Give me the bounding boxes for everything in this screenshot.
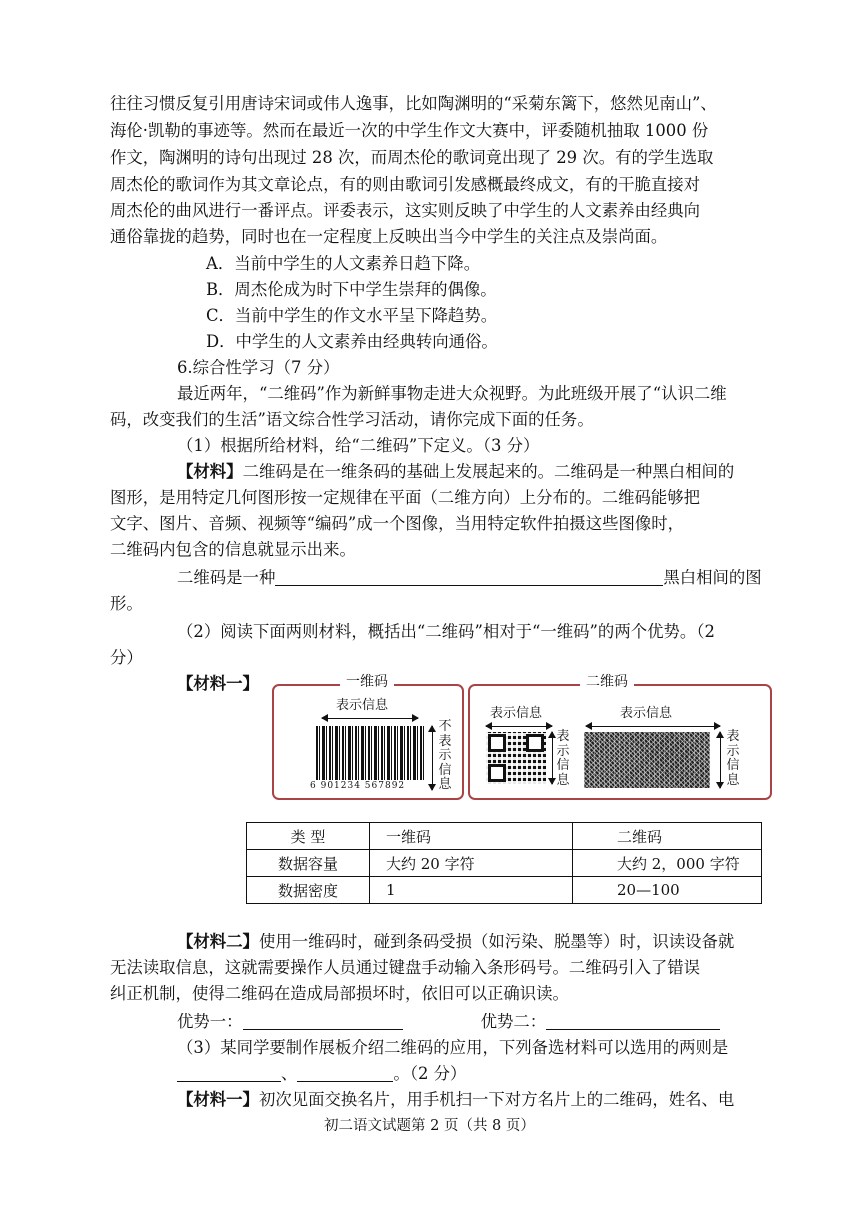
advantage-1-label: 优势一： <box>177 1012 243 1031</box>
material-label: 【材料】 <box>177 462 243 481</box>
paragraph-line-3: 作文，陶渊明的诗句出现过 28 次，而周杰伦的歌词竟出现了 29 次。有的学生选取 <box>110 148 714 167</box>
one-d-horiz-arrow <box>322 718 418 719</box>
qr-code-image <box>486 732 546 784</box>
barcode-comparison-figure <box>272 674 772 802</box>
fill-tail: 形。 <box>110 594 143 613</box>
last-material-line <box>177 1088 734 1112</box>
option-c: C．当前中学生的作文水平呈下降趋势。 <box>206 306 498 325</box>
q6-title: 6.综合性学习（7 分） <box>177 358 340 377</box>
q6-task2-line-2: 分） <box>110 648 143 667</box>
table-cell: 数据容量 <box>247 850 370 877</box>
definition-fill-line <box>177 566 762 590</box>
last-material-label: 【材料一】 <box>177 1090 259 1109</box>
paragraph-line-2: 海伦·凯勒的事迹等。然而在最近一次的中学生作文大赛中，评委随机抽取 1000 份 <box>110 121 709 140</box>
advantage-2-label: 优势二： <box>480 1012 547 1031</box>
table-cell: 20—100 <box>573 877 762 904</box>
paragraph-line-6: 通俗靠拢的趋势，同时也在一定程度上反映出当今中学生的关注点及崇尚面。 <box>110 227 668 246</box>
paragraph-line-5: 周杰伦的曲风进行一番评点。评委表示，这实则反映了中学生的人文素养由经典向 <box>110 201 701 220</box>
table-row <box>247 823 762 850</box>
barcode-digits: 6 901234 567892 <box>310 781 406 791</box>
table-cell: 数据密度 <box>247 877 370 904</box>
advantage-line <box>177 1010 720 1034</box>
q6-task2-line-1: （2）阅读下面两则材料，概括出“二维码”相对于“一维码”的两个优势。（2 <box>177 622 715 641</box>
two-d-title: 二维码 <box>580 672 634 692</box>
definition-blank[interactable] <box>275 567 663 586</box>
q6-material-line-3: 文字、图片、音频、视频等“编码”成一个图像，当用特定软件拍摄这些图像时， <box>110 514 685 533</box>
table-cell: 一维码 <box>370 823 573 850</box>
material2-line-3: 纠正机制，使得二维码在造成局部损坏时，依旧可以正确识读。 <box>110 984 569 1003</box>
table-cell: 大约 20 字符 <box>370 850 573 877</box>
fill-suffix: 黑白相间的图 <box>663 568 762 587</box>
option-d: D．中学生的人文素养由经典转向通俗。 <box>206 332 498 351</box>
advantage-1-blank[interactable] <box>243 1011 403 1030</box>
two-d-vert-arrow-1 <box>552 732 553 784</box>
table-row <box>247 850 762 877</box>
paragraph-line-1: 往往习惯反复引用唐诗宋词或伟人逸事，比如陶渊明的“采菊东篱下，悠然见南山”、 <box>110 94 717 113</box>
task3-separator: 、 <box>281 1064 298 1083</box>
option-b: B．周杰伦成为时下中学生崇拜的偶像。 <box>206 280 497 299</box>
q6-material-line-1 <box>177 460 734 484</box>
dense-2d-code-image <box>584 732 710 788</box>
q6-task1: （1）根据所给材料，给“二维码”下定义。（3 分） <box>177 436 540 455</box>
two-d-vert-arrow-2 <box>720 732 721 788</box>
two-d-horiz-label-2: 表示信息 <box>620 706 673 721</box>
table-cell: 类 型 <box>247 823 370 850</box>
one-d-title: 一维码 <box>340 672 394 692</box>
q6-material-line-4: 二维码内包含的信息就显示出来。 <box>110 540 356 559</box>
q6-intro-2: 码，改变我们的生活”语文综合性学习活动，请你完成下面的任务。 <box>110 410 594 429</box>
task3-blank-1[interactable] <box>177 1063 281 1082</box>
comparison-table <box>246 822 762 904</box>
option-a: A．当前中学生的人文素养日趋下降。 <box>206 254 481 273</box>
table-cell: 大约 2，000 字符 <box>573 850 762 877</box>
task3-answer-line <box>177 1062 466 1086</box>
page-footer: 初二语文试题第 2 页（共 8 页） <box>324 1118 535 1134</box>
table-cell: 二维码 <box>573 823 762 850</box>
one-d-vert-label: 不表示信息 <box>438 719 452 792</box>
task3-end: 。（2 分） <box>393 1064 467 1083</box>
material2-line-1 <box>177 930 734 954</box>
barcode-image <box>316 726 424 780</box>
one-d-vert-arrow <box>432 726 433 790</box>
material2-line-2: 无法读取信息，这就需要操作人员通过键盘手动输入条形码号。二维码引入了错误 <box>110 958 701 977</box>
paragraph-line-4: 周杰伦的歌词作为其文章论点，有的则由歌词引发感概最终成文，有的干脆直接对 <box>110 175 701 194</box>
two-d-horiz-arrow-1 <box>486 726 552 727</box>
two-d-vert-label-2: 表示信息 <box>726 729 740 788</box>
material2-text-1: 使用一维码时，碰到条码受损（如污染、脱墨等）时，识读设备就 <box>258 932 735 951</box>
table-cell: 1 <box>370 877 573 904</box>
fill-prefix: 二维码是一种 <box>177 568 276 587</box>
last-material-text: 初次见面交换名片，用手机扫一下对方名片上的二维码，姓名、电 <box>258 1090 735 1109</box>
two-d-horiz-label-1: 表示信息 <box>490 706 543 721</box>
two-d-horiz-arrow-2 <box>586 726 720 727</box>
two-d-vert-label-1: 表示信息 <box>556 729 570 788</box>
two-d-code-panel <box>468 674 772 800</box>
one-d-code-panel <box>272 674 464 800</box>
q6-task3: （3）某同学要制作展板介绍二维码的应用，下列备选材料可以选用的两则是 <box>177 1038 729 1057</box>
material2-label: 【材料二】 <box>177 932 259 951</box>
q6-material-line-2: 图形，是用特定几何图形按一定规律在平面（二维方向）上分布的。二维码能够把 <box>110 488 701 507</box>
advantage-2-blank[interactable] <box>546 1011 720 1030</box>
material-text-1: 二维码是在一维条码的基础上发展起来的。二维码是一种黑白相间的 <box>242 462 735 481</box>
task3-blank-2[interactable] <box>297 1063 393 1082</box>
table-row <box>247 877 762 904</box>
one-d-horiz-label: 表示信息 <box>336 698 389 713</box>
material1-label: 【材料一】 <box>177 674 259 693</box>
q6-intro-1: 最近两年，“二维码”作为新鲜事物走进大众视野。为此班级开展了“认识二维 <box>177 384 727 403</box>
